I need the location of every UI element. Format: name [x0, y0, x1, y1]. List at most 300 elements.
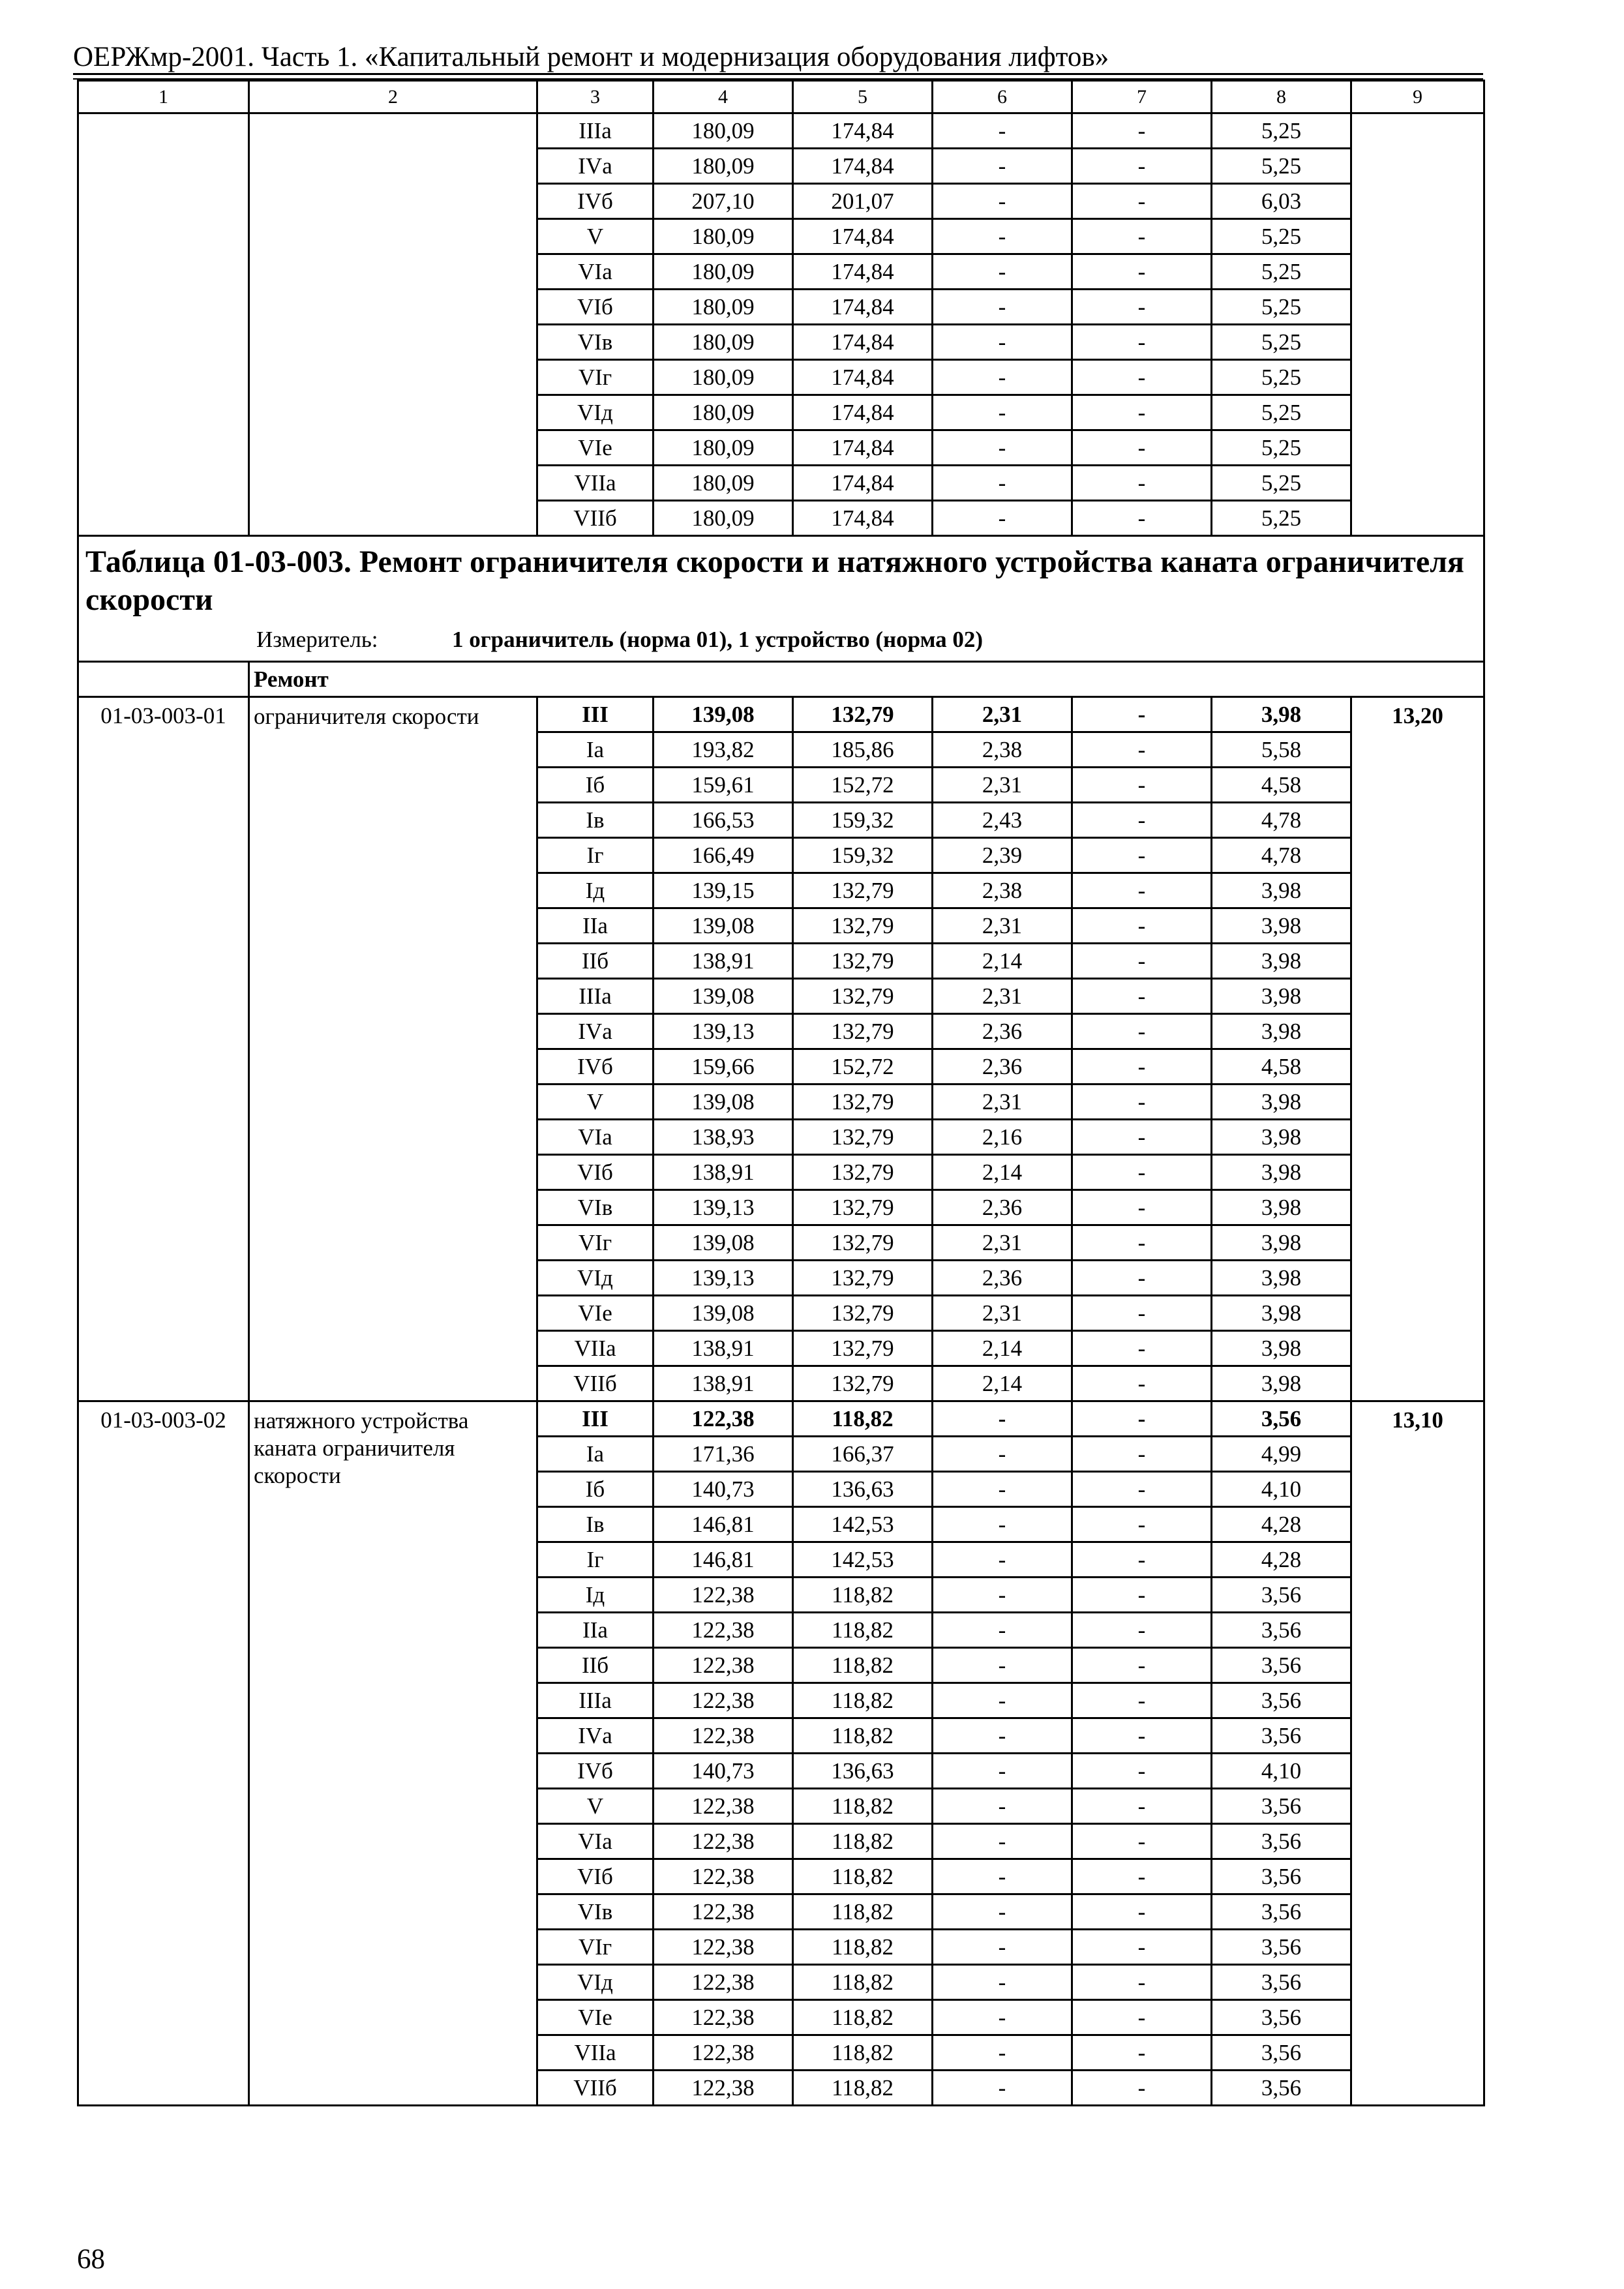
table-cell: 2,14	[933, 1331, 1072, 1366]
table-cell: 3,98	[1212, 1120, 1351, 1155]
table-cell: -	[1072, 254, 1212, 290]
column-number: 9	[1351, 81, 1484, 113]
table-cell: 3,98	[1212, 1366, 1351, 1401]
column-number-row	[78, 81, 1484, 113]
table-cell: 122,38	[654, 1894, 793, 1930]
table-cell: 132,79	[793, 1085, 933, 1120]
table-cell: 5,25	[1212, 219, 1351, 254]
table-cell: -	[1072, 768, 1212, 803]
table-cell: IVа	[537, 1718, 654, 1754]
table-cell: 122,38	[654, 1613, 793, 1648]
table-cell: 122,38	[654, 1965, 793, 2000]
table-cell: -	[1072, 1754, 1212, 1789]
table-cell: 180,09	[654, 360, 793, 395]
table-cell: 166,37	[793, 1437, 933, 1472]
table-cell: 4,78	[1212, 803, 1351, 838]
table-cell: 5,25	[1212, 501, 1351, 536]
table-cell: 2,31	[933, 697, 1072, 732]
table-cell: -	[1072, 1683, 1212, 1718]
table-cell: VIIб	[537, 501, 654, 536]
table-cell: 2,36	[933, 1190, 1072, 1225]
table-cell: -	[1072, 1120, 1212, 1155]
table-cell: IIIа	[537, 113, 654, 149]
table-cell: 139,08	[654, 1085, 793, 1120]
table-cell: -	[1072, 1824, 1212, 1859]
table-cell: -	[1072, 1859, 1212, 1894]
table-cell: -	[1072, 1507, 1212, 1542]
table-cell: -	[933, 1437, 1072, 1472]
table-cell: 171,36	[654, 1437, 793, 1472]
table-cell: -	[1072, 1542, 1212, 1578]
table-cell: -	[1072, 1014, 1212, 1049]
table-cell: 2,39	[933, 838, 1072, 873]
table-cell: 2,36	[933, 1261, 1072, 1296]
table-cell: VIа	[537, 1824, 654, 1859]
table-cell: VIг	[537, 360, 654, 395]
table-cell: 5,25	[1212, 395, 1351, 430]
table-cell: 138,91	[654, 1331, 793, 1366]
table-cell: 180,09	[654, 466, 793, 501]
table-title-row	[78, 536, 1484, 662]
table-cell: 118,82	[793, 1930, 933, 1965]
table-cell: -	[1072, 1331, 1212, 1366]
table-cell: -	[1072, 944, 1212, 979]
norm-value: 13,10	[1351, 1401, 1484, 2106]
table-cell: 132,79	[793, 1014, 933, 1049]
table-cell: 122,38	[654, 1578, 793, 1613]
table-cell: 2,14	[933, 944, 1072, 979]
table-cell: 132,79	[793, 908, 933, 944]
table-cell: -	[1072, 873, 1212, 908]
table-cell: 139,08	[654, 1296, 793, 1331]
table-cell: 142,53	[793, 1507, 933, 1542]
table-cell: 132,79	[793, 1296, 933, 1331]
table-cell: 2,43	[933, 803, 1072, 838]
table-cell: -	[1072, 697, 1212, 732]
table-cell: -	[1072, 113, 1212, 149]
table-title: Таблица 01-03-003. Ремонт ограничителя скорости и натяжного устройства каната ограничителя скорости	[85, 545, 1465, 617]
table-cell: VIг	[537, 1930, 654, 1965]
running-header: ОЕРЖмр-2001. Часть 1. «Капитальный ремонт и модернизация оборудования лифтов»	[73, 42, 1109, 72]
table-cell: 118,82	[793, 1859, 933, 1894]
table-cell: -	[1072, 1261, 1212, 1296]
table-cell: 2,14	[933, 1366, 1072, 1401]
section-row	[78, 662, 1484, 697]
table-cell: 174,84	[793, 360, 933, 395]
name-cell-empty	[249, 113, 537, 536]
table-cell: -	[933, 360, 1072, 395]
table-cell: 174,84	[793, 254, 933, 290]
table-cell: VIд	[537, 395, 654, 430]
table-cell: -	[1072, 1155, 1212, 1190]
table-cell: -	[1072, 1366, 1212, 1401]
table-cell: -	[1072, 2000, 1212, 2035]
table-cell: Iв	[537, 1507, 654, 1542]
table-cell: 132,79	[793, 1366, 933, 1401]
table-cell: -	[1072, 1789, 1212, 1824]
table-cell: 3,98	[1212, 1296, 1351, 1331]
table-cell: -	[933, 1472, 1072, 1507]
table-cell: -	[1072, 466, 1212, 501]
table-cell: 118,82	[793, 1683, 933, 1718]
table-cell: 118,82	[793, 1824, 933, 1859]
column-number: 3	[537, 81, 654, 113]
table-cell: 3,56	[1212, 1965, 1351, 2000]
table-cell: 5,25	[1212, 254, 1351, 290]
table-cell: 118,82	[793, 1894, 933, 1930]
table-cell: 132,79	[793, 697, 933, 732]
table-cell: 3,98	[1212, 873, 1351, 908]
table-cell: -	[1072, 1085, 1212, 1120]
table-cell: 122,38	[654, 1930, 793, 1965]
table-cell: 136,63	[793, 1472, 933, 1507]
table-cell: IVб	[537, 1754, 654, 1789]
table-cell: 180,09	[654, 290, 793, 325]
table-cell: -	[933, 1507, 1072, 1542]
table-cell: VIв	[537, 1894, 654, 1930]
table-cell: 159,32	[793, 838, 933, 873]
table-cell: 122,38	[654, 1859, 793, 1894]
table-cell: Iа	[537, 732, 654, 768]
table-cell: -	[933, 1965, 1072, 2000]
table-cell: VIIб	[537, 1366, 654, 1401]
table-cell: Iд	[537, 873, 654, 908]
table-cell: 139,08	[654, 1225, 793, 1261]
table-cell: -	[1072, 1437, 1212, 1472]
norms-table	[77, 80, 1485, 2106]
table-cell: -	[1072, 1049, 1212, 1085]
table-cell: 3,56	[1212, 1718, 1351, 1754]
table-cell: 3,98	[1212, 1085, 1351, 1120]
table-cell: V	[537, 1085, 654, 1120]
table-cell: -	[933, 254, 1072, 290]
table-cell: 180,09	[654, 149, 793, 184]
table-cell: 3,56	[1212, 2035, 1351, 2071]
table-cell: 138,91	[654, 1366, 793, 1401]
table-cell: VIа	[537, 1120, 654, 1155]
table-cell: -	[933, 466, 1072, 501]
table-cell: VIа	[537, 254, 654, 290]
table-cell: -	[1072, 1225, 1212, 1261]
table-cell: 5,25	[1212, 149, 1351, 184]
table-cell: V	[537, 1789, 654, 1824]
table-cell: -	[1072, 184, 1212, 219]
table-cell: 122,38	[654, 1824, 793, 1859]
table-cell: 152,72	[793, 768, 933, 803]
table-cell: 180,09	[654, 219, 793, 254]
table-cell: VIд	[537, 1965, 654, 2000]
header-rule	[73, 73, 1483, 75]
table-cell: 2,38	[933, 873, 1072, 908]
table-cell: VIв	[537, 1190, 654, 1225]
table-cell: -	[933, 1754, 1072, 1789]
table-cell: 3,56	[1212, 1789, 1351, 1824]
table-cell: 132,79	[793, 1120, 933, 1155]
table-cell: 2,31	[933, 1085, 1072, 1120]
table-cell: 180,09	[654, 325, 793, 360]
table-cell: 180,09	[654, 430, 793, 466]
table-cell: 5,25	[1212, 290, 1351, 325]
table-cell: 5,25	[1212, 466, 1351, 501]
table-cell: IIIа	[537, 979, 654, 1014]
table-cell: 180,09	[654, 501, 793, 536]
table-title-cell	[78, 536, 1484, 662]
table-cell: 139,08	[654, 697, 793, 732]
table-cell: 3,98	[1212, 944, 1351, 979]
table-cell: 3,56	[1212, 1578, 1351, 1613]
table-cell: 4,28	[1212, 1542, 1351, 1578]
table-cell: -	[933, 1718, 1072, 1754]
table-cell: 138,91	[654, 944, 793, 979]
table-cell: -	[1072, 803, 1212, 838]
table-cell: 3,98	[1212, 1331, 1351, 1366]
table-cell: 159,61	[654, 768, 793, 803]
table-cell: 132,79	[793, 1331, 933, 1366]
table-cell: VIд	[537, 1261, 654, 1296]
table-cell: 118,82	[793, 1789, 933, 1824]
table-cell: -	[1072, 1648, 1212, 1683]
table-row	[78, 113, 1484, 149]
table-cell: IIб	[537, 1648, 654, 1683]
table-cell: -	[1072, 2071, 1212, 2106]
table-cell: -	[933, 2000, 1072, 2035]
table-cell: 174,84	[793, 395, 933, 430]
table-cell: -	[1072, 1965, 1212, 2000]
table-cell: -	[1072, 395, 1212, 430]
table-cell: VIе	[537, 430, 654, 466]
table-cell: Iа	[537, 1437, 654, 1472]
table-cell: 142,53	[793, 1542, 933, 1578]
table-cell: IVа	[537, 1014, 654, 1049]
table-cell: Iб	[537, 768, 654, 803]
norm-code: 01-03-003-02	[78, 1401, 249, 2106]
table-cell: 3,56	[1212, 1683, 1351, 1718]
table-cell: 3,56	[1212, 1613, 1351, 1648]
table-cell: Iг	[537, 838, 654, 873]
table-cell: 2,31	[933, 1225, 1072, 1261]
table-cell: 180,09	[654, 113, 793, 149]
table-cell: Iб	[537, 1472, 654, 1507]
table-cell: VIе	[537, 2000, 654, 2035]
table-cell: -	[933, 1894, 1072, 1930]
table-cell: 132,79	[793, 1190, 933, 1225]
table-cell: VIе	[537, 1296, 654, 1331]
table-cell: 139,15	[654, 873, 793, 908]
table-cell: 2,31	[933, 908, 1072, 944]
table-cell: -	[933, 1789, 1072, 1824]
table-cell: 132,79	[793, 979, 933, 1014]
table-cell: VIб	[537, 1859, 654, 1894]
table-cell: IIб	[537, 944, 654, 979]
table-cell: IIа	[537, 1613, 654, 1648]
table-cell: 3,56	[1212, 1859, 1351, 1894]
table-cell: -	[1072, 501, 1212, 536]
table-cell: -	[1072, 149, 1212, 184]
table-cell: IIа	[537, 908, 654, 944]
measure-label: Измеритель:	[256, 627, 378, 652]
table-cell: 5,25	[1212, 113, 1351, 149]
table-cell: 6,03	[1212, 184, 1351, 219]
code-cell-empty	[78, 113, 249, 536]
table-cell: IVб	[537, 184, 654, 219]
table-cell: III	[537, 697, 654, 732]
table-cell: 3,98	[1212, 1014, 1351, 1049]
table-cell: 138,93	[654, 1120, 793, 1155]
table-row	[78, 1401, 1484, 1437]
table-cell: 118,82	[793, 1648, 933, 1683]
table-cell: 122,38	[654, 2000, 793, 2035]
table-cell: 118,82	[793, 1718, 933, 1754]
table-cell: -	[933, 219, 1072, 254]
table-cell: IIIа	[537, 1683, 654, 1718]
column-number: 8	[1212, 81, 1351, 113]
table-cell: VIб	[537, 1155, 654, 1190]
table-cell: 136,63	[793, 1754, 933, 1789]
table-cell: -	[1072, 1472, 1212, 1507]
table-cell: -	[933, 1648, 1072, 1683]
table-cell: 3,56	[1212, 1824, 1351, 1859]
table-cell: 4,10	[1212, 1754, 1351, 1789]
table-cell: -	[933, 2035, 1072, 2071]
table-cell: 122,38	[654, 1718, 793, 1754]
table-cell: -	[1072, 219, 1212, 254]
table-cell: 3,56	[1212, 1894, 1351, 1930]
table-cell: 174,84	[793, 113, 933, 149]
table-cell: 3,56	[1212, 1401, 1351, 1437]
table-cell: 3,98	[1212, 1225, 1351, 1261]
table-cell: 140,73	[654, 1754, 793, 1789]
table-cell: -	[933, 1542, 1072, 1578]
table-cell: 122,38	[654, 1401, 793, 1437]
table-cell: 139,08	[654, 979, 793, 1014]
table-cell: 4,28	[1212, 1507, 1351, 1542]
table-cell: -	[933, 395, 1072, 430]
table-cell: 132,79	[793, 1225, 933, 1261]
section-title: Ремонт	[249, 662, 1484, 697]
page-number: 68	[77, 2244, 105, 2275]
table-cell: 3,98	[1212, 1261, 1351, 1296]
table-cell: 2,36	[933, 1049, 1072, 1085]
table-cell: -	[933, 1824, 1072, 1859]
table-cell: 166,49	[654, 838, 793, 873]
table-cell: 185,86	[793, 732, 933, 768]
table-cell: -	[1072, 838, 1212, 873]
table-cell: 146,81	[654, 1507, 793, 1542]
table-cell: 140,73	[654, 1472, 793, 1507]
table-cell: 118,82	[793, 2000, 933, 2035]
table-row	[78, 697, 1484, 732]
table-cell: 207,10	[654, 184, 793, 219]
table-cell: -	[933, 1401, 1072, 1437]
table-cell: 132,79	[793, 1261, 933, 1296]
table-cell: -	[1072, 1930, 1212, 1965]
table-cell: -	[933, 290, 1072, 325]
table-cell: 118,82	[793, 2035, 933, 2071]
table-cell: 193,82	[654, 732, 793, 768]
table-cell: 3,56	[1212, 2071, 1351, 2106]
table-cell: -	[1072, 1578, 1212, 1613]
table-cell: -	[1072, 908, 1212, 944]
table-cell: -	[1072, 290, 1212, 325]
column-number: 7	[1072, 81, 1212, 113]
table-cell: III	[537, 1401, 654, 1437]
table-cell: 3,98	[1212, 979, 1351, 1014]
table-cell: 118,82	[793, 1401, 933, 1437]
table-cell: -	[1072, 1296, 1212, 1331]
table-cell: 174,84	[793, 501, 933, 536]
table-cell: 118,82	[793, 1613, 933, 1648]
table-cell: -	[933, 430, 1072, 466]
table-cell: 118,82	[793, 1578, 933, 1613]
norm-value: 13,20	[1351, 697, 1484, 1401]
table-cell: -	[1072, 360, 1212, 395]
table-cell: 4,58	[1212, 768, 1351, 803]
table-cell: IVб	[537, 1049, 654, 1085]
table-cell: 139,13	[654, 1014, 793, 1049]
table-cell: -	[933, 184, 1072, 219]
table-cell: -	[933, 1683, 1072, 1718]
table-cell: 159,32	[793, 803, 933, 838]
table-cell: 146,81	[654, 1542, 793, 1578]
table-cell: 3,56	[1212, 1930, 1351, 1965]
table-cell: 3,98	[1212, 1190, 1351, 1225]
table-cell: 201,07	[793, 184, 933, 219]
table-cell: 139,13	[654, 1261, 793, 1296]
table-cell: VIIа	[537, 1331, 654, 1366]
table-cell: IVа	[537, 149, 654, 184]
table-cell: 132,79	[793, 944, 933, 979]
table-cell: -	[1072, 325, 1212, 360]
table-cell: 174,84	[793, 325, 933, 360]
table-cell: -	[933, 2071, 1072, 2106]
table-cell: VIг	[537, 1225, 654, 1261]
table-cell: 3,98	[1212, 697, 1351, 732]
table-cell: VIв	[537, 325, 654, 360]
column-number: 4	[654, 81, 793, 113]
table-cell: 174,84	[793, 466, 933, 501]
table-cell: 3,98	[1212, 908, 1351, 944]
table-cell: -	[1072, 2035, 1212, 2071]
measure-value: 1 ограничитель (норма 01), 1 устройство (норма 02)	[452, 627, 984, 652]
table-cell: 2,38	[933, 732, 1072, 768]
table-cell: -	[933, 1578, 1072, 1613]
table-cell: 122,38	[654, 2035, 793, 2071]
column-number: 2	[249, 81, 537, 113]
table-cell: -	[1072, 430, 1212, 466]
table-cell: -	[1072, 1718, 1212, 1754]
table-cell: 122,38	[654, 1683, 793, 1718]
table-cell: VIIб	[537, 2071, 654, 2106]
table-cell: 2,16	[933, 1120, 1072, 1155]
table-cell: -	[1072, 1613, 1212, 1648]
table-cell: 2,31	[933, 979, 1072, 1014]
table-cell: -	[1072, 732, 1212, 768]
table-cell: 174,84	[793, 149, 933, 184]
table-cell: -	[933, 1859, 1072, 1894]
table-cell: Iв	[537, 803, 654, 838]
table-cell: 4,58	[1212, 1049, 1351, 1085]
table-cell: 122,38	[654, 1648, 793, 1683]
norm-name: ограничителя скорости	[249, 697, 537, 1401]
table-cell: 4,99	[1212, 1437, 1351, 1472]
table-cell: 3,56	[1212, 1648, 1351, 1683]
table-cell: -	[933, 149, 1072, 184]
column-number: 5	[793, 81, 933, 113]
measure-line	[85, 625, 1477, 654]
table-cell: 5,25	[1212, 360, 1351, 395]
table-cell: -	[933, 325, 1072, 360]
table-cell: 122,38	[654, 2071, 793, 2106]
